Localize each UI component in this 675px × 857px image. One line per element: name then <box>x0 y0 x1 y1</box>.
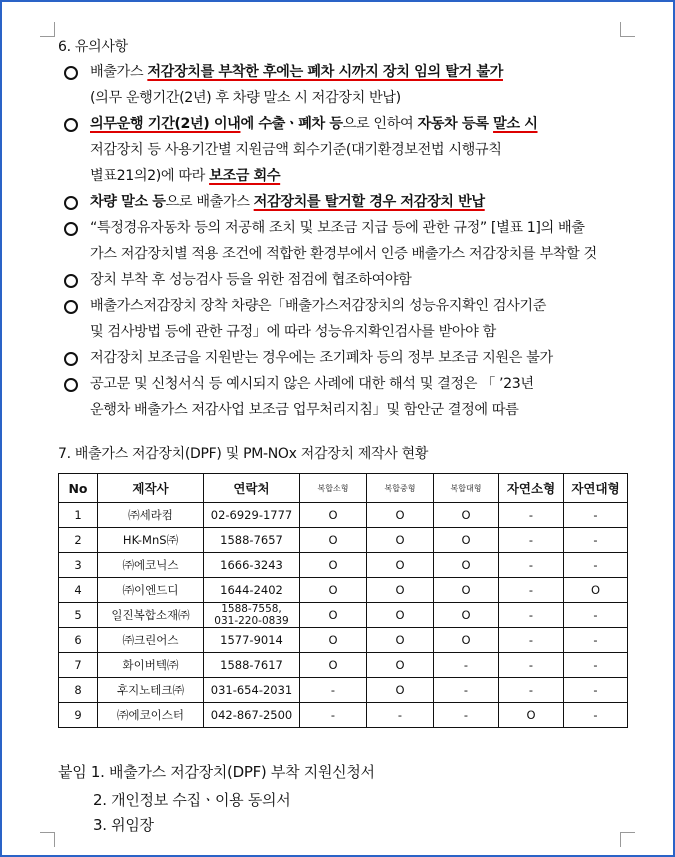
hollow-circle-bullet-icon <box>64 66 78 80</box>
table-cell: 1577-9014 <box>204 628 300 653</box>
notice-line <box>90 59 637 85</box>
notice-line: 운행차 배출가스 저감사업 보조금 업무처리지침」및 함안군 결정에 따름 <box>90 402 519 418</box>
table-cell: - <box>564 678 628 703</box>
notice-line <box>90 163 637 189</box>
table-cell: O <box>434 578 499 603</box>
notice-item <box>62 111 637 189</box>
notice-line: 및 검사방법 등에 관한 규정」에 따라 성능유지확인검사를 받아야 함 <box>90 324 496 340</box>
notice-line <box>90 215 637 241</box>
table-cell: - <box>499 653 564 678</box>
table-cell: O <box>434 603 499 628</box>
table-cell: O <box>300 628 367 653</box>
table-cell: O <box>367 653 434 678</box>
table-cell: O <box>367 528 434 553</box>
table-cell: ㈜세라컴 <box>98 503 204 528</box>
table-header-cell: No <box>59 474 98 503</box>
bullet-text-segment: 말소 시 <box>493 116 538 132</box>
table-cell: O <box>367 678 434 703</box>
table-cell: - <box>434 653 499 678</box>
table-cell: - <box>564 653 628 678</box>
table-cell: O <box>434 553 499 578</box>
table-cell: ㈜에코이스터 <box>98 703 204 728</box>
table-cell: 2 <box>59 528 98 553</box>
table-cell: - <box>564 503 628 528</box>
table-cell: - <box>499 578 564 603</box>
table-header-cell: 복합대형 <box>434 474 499 503</box>
table-cell: O <box>367 628 434 653</box>
notice-line <box>90 267 637 293</box>
table-cell: - <box>564 528 628 553</box>
table-cell: O <box>300 553 367 578</box>
notice-line <box>90 371 637 397</box>
table-cell: O <box>499 703 564 728</box>
notice-line: (의무 운행기간(2년) 후 차량 말소 시 저감장치 반납) <box>90 90 401 106</box>
table-header-row <box>59 474 628 503</box>
table-cell: O <box>300 653 367 678</box>
notice-item <box>62 371 637 423</box>
table-cell: 3 <box>59 553 98 578</box>
table-cell: - <box>434 678 499 703</box>
table-cell: ㈜이엔드디 <box>98 578 204 603</box>
notice-line <box>90 189 637 215</box>
table-row <box>59 528 628 553</box>
table-cell: 4 <box>59 578 98 603</box>
table-cell: 1588-7657 <box>204 528 300 553</box>
table-cell: 031-654-2031 <box>204 678 300 703</box>
table-cell: O <box>367 578 434 603</box>
table-cell: 1588-7558, 031-220-0839 <box>204 603 300 628</box>
bullet-text-segment: 으로 배출가스 <box>165 194 254 210</box>
hollow-circle-bullet-icon <box>64 300 78 314</box>
table-cell: 8 <box>59 678 98 703</box>
page-corner-mark <box>40 832 55 847</box>
section-7-title: 7. 배출가스 저감장치(DPF) 및 PM-NOx 저감장치 제작사 현황 <box>58 446 429 462</box>
table-row <box>59 603 628 628</box>
hollow-circle-bullet-icon <box>64 196 78 210</box>
hollow-circle-bullet-icon <box>64 352 78 366</box>
page-corner-mark <box>40 22 55 37</box>
table-cell: O <box>300 503 367 528</box>
attachment-3: 3. 위임장 <box>93 816 154 834</box>
table-cell: O <box>367 503 434 528</box>
table-header-cell: 자연대형 <box>564 474 628 503</box>
table-cell: - <box>300 703 367 728</box>
table-header-cell: 자연소형 <box>499 474 564 503</box>
notice-list <box>62 59 637 423</box>
table-cell: 1644-2402 <box>204 578 300 603</box>
table-cell: 6 <box>59 628 98 653</box>
notice-item <box>62 189 637 215</box>
bullet-text-segment: 저감장치 보조금을 지원받는 경우에는 조기폐차 등의 정부 보조금 지원은 불가 <box>90 350 553 366</box>
bullet-text-segment: 에 수출ㆍ폐차 등 <box>240 116 343 132</box>
table-cell: 1666-3243 <box>204 553 300 578</box>
table-cell: O <box>564 578 628 603</box>
hollow-circle-bullet-icon <box>64 118 78 132</box>
table-cell: O <box>300 578 367 603</box>
bullet-text-segment: 별표21의2)에 따라 <box>90 168 210 184</box>
table-cell: - <box>499 528 564 553</box>
table-row <box>59 553 628 578</box>
notice-item <box>62 293 637 345</box>
table-header-cell: 제작사 <box>98 474 204 503</box>
notice-line <box>90 111 637 137</box>
hollow-circle-bullet-icon <box>64 274 78 288</box>
table-cell: - <box>499 503 564 528</box>
notice-item <box>62 345 637 371</box>
table-cell: - <box>564 603 628 628</box>
table-cell: 5 <box>59 603 98 628</box>
table-cell: O <box>434 503 499 528</box>
table-row <box>59 578 628 603</box>
page-corner-mark <box>620 22 635 37</box>
table-cell: - <box>434 703 499 728</box>
bullet-text-segment: 차량 말소 등 <box>90 194 166 210</box>
bullet-text-segment: 저감장치를 탈거할 경우 저감장치 반납 <box>253 194 485 210</box>
bullet-text-segment: 자동차 등록 <box>417 116 494 132</box>
table-cell: O <box>300 528 367 553</box>
table-cell: ㈜에코닉스 <box>98 553 204 578</box>
table-row <box>59 678 628 703</box>
table-row <box>59 628 628 653</box>
table-cell: 화이버텍㈜ <box>98 653 204 678</box>
table-cell: HK-MnS㈜ <box>98 528 204 553</box>
table-cell: 후지노테크㈜ <box>98 678 204 703</box>
notice-item <box>62 267 637 293</box>
table-cell: - <box>564 628 628 653</box>
table-cell: O <box>367 603 434 628</box>
table-cell: 042-867-2500 <box>204 703 300 728</box>
table-cell: - <box>367 703 434 728</box>
table-cell: 9 <box>59 703 98 728</box>
attachment-2: 2. 개인정보 수집ㆍ이용 동의서 <box>93 791 291 809</box>
hollow-circle-bullet-icon <box>64 222 78 236</box>
table-cell: 일진복합소재㈜ <box>98 603 204 628</box>
bullet-text-segment: 장치 부착 후 성능검사 등을 위한 점검에 협조하여야함 <box>90 272 412 288</box>
page-corner-mark <box>620 832 635 847</box>
bullet-text-segment: 으로 인하여 <box>342 116 418 132</box>
hollow-circle-bullet-icon <box>64 378 78 392</box>
bullet-text-segment: 배출가스저감장치 장착 차량은「배출가스저감장치의 성능유지확인 검사기준 <box>90 298 546 314</box>
table-row <box>59 703 628 728</box>
notice-line <box>90 345 637 371</box>
bullet-text-segment: 보조금 회수 <box>209 168 281 184</box>
table-header-cell: 연락처 <box>204 474 300 503</box>
notice-line <box>90 293 637 319</box>
bullet-text-segment: 배출가스 <box>90 64 148 80</box>
table-header-cell: 복합소형 <box>300 474 367 503</box>
table-cell: - <box>300 678 367 703</box>
table-cell: - <box>499 553 564 578</box>
notice-item <box>62 59 637 111</box>
bullet-text-segment: “특정경유자동차 등의 저공해 조치 및 보조금 지급 등에 관한 규정” [별표 1]의 배출 <box>90 220 585 236</box>
table-cell: ㈜크린어스 <box>98 628 204 653</box>
notice-item <box>62 215 637 267</box>
table-cell: - <box>564 703 628 728</box>
table-cell: - <box>564 553 628 578</box>
table-cell: 02-6929-1777 <box>204 503 300 528</box>
notice-line: 가스 저감장치별 적용 조건에 적합한 환경부에서 인증 배출가스 저감장치를 부착할 것 <box>90 246 597 262</box>
attachment-1: 붙임 1. 배출가스 저감장치(DPF) 부착 지원신청서 <box>58 763 375 781</box>
table-cell: - <box>499 603 564 628</box>
table-cell: - <box>499 628 564 653</box>
table-cell: 7 <box>59 653 98 678</box>
table-cell: 1588-7617 <box>204 653 300 678</box>
notice-line: 저감장치 등 사용기간별 지원금액 회수기준(대기환경보전법 시행규칙 <box>90 142 502 158</box>
table-cell: O <box>367 553 434 578</box>
table-row <box>59 653 628 678</box>
table-cell: O <box>434 528 499 553</box>
bullet-text-segment: 의무운행 기간(2년) 이내 <box>90 116 241 132</box>
section-6-title: 6. 유의사항 <box>58 39 128 55</box>
bullet-text-segment: 공고문 및 신청서식 등 예시되지 않은 사례에 대한 해석 및 결정은 「 ’23년 <box>90 376 534 392</box>
table-row <box>59 503 628 528</box>
table-cell: - <box>499 678 564 703</box>
table-cell: O <box>300 603 367 628</box>
table-header-cell: 복합중형 <box>367 474 434 503</box>
manufacturer-table <box>58 473 628 728</box>
table-cell: O <box>434 628 499 653</box>
table-cell: 1 <box>59 503 98 528</box>
bullet-text-segment: 저감장치를 부착한 후에는 폐차 시까지 장치 임의 탈거 불가 <box>147 64 503 80</box>
